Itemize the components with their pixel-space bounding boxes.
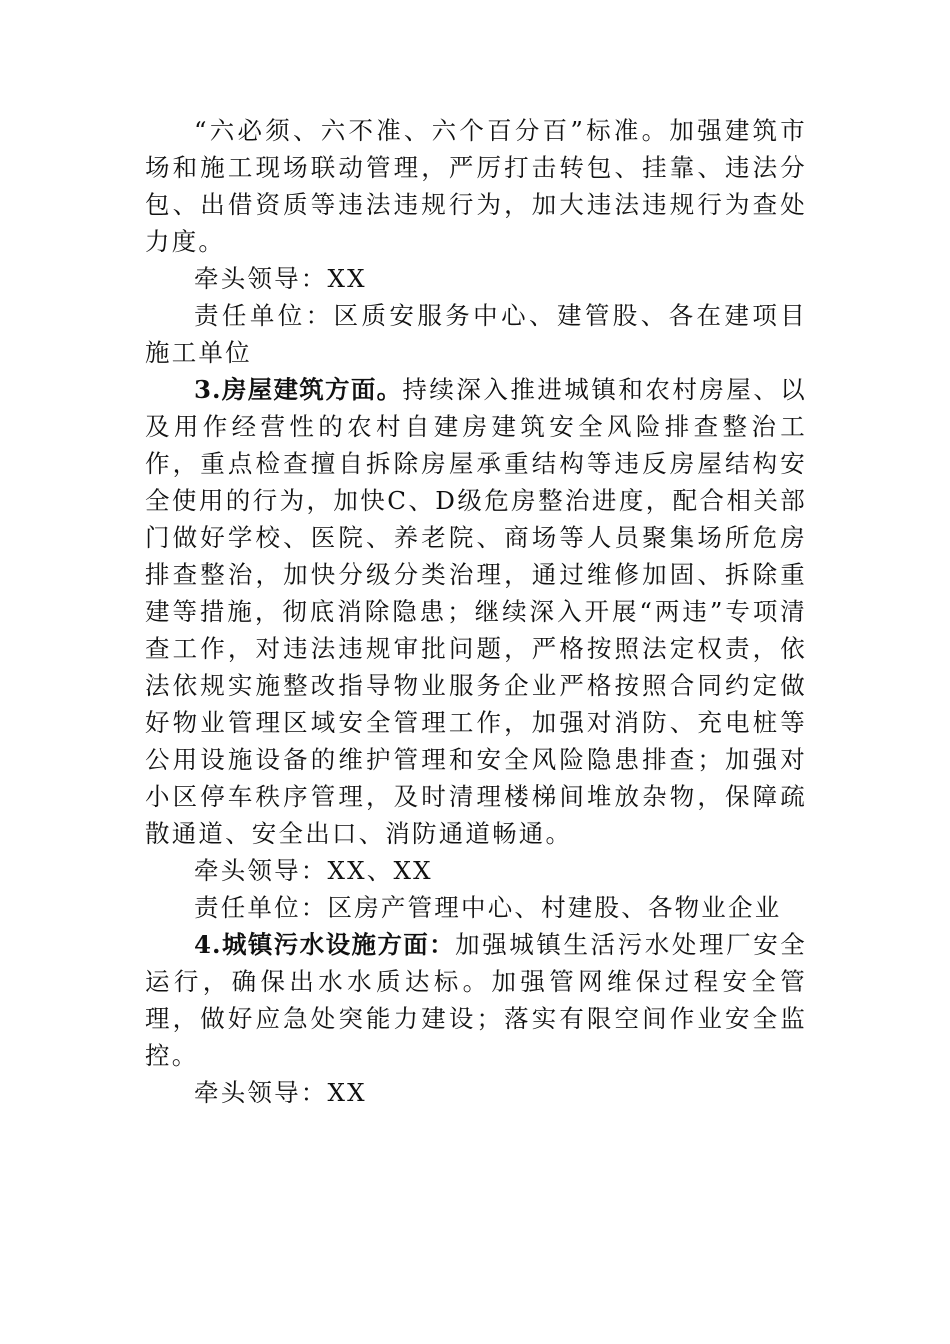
- section4-body: 加强城镇生活污水处理厂安全运行，确保出水水质达标。加强管网维保过程安全管理，做好应急处突能力建设；落实有限空间作业安全监控。: [145, 930, 807, 1070]
- section2-leader: 牵头领导：XX: [194, 264, 367, 293]
- section3-heading: 3.房屋建筑方面。: [194, 375, 403, 404]
- section4-leader: 牵头领导：XX: [194, 1078, 367, 1107]
- section3-unit: 责任单位：区房产管理中心、村建股、各物业企业: [194, 893, 782, 922]
- document-page: [145, 112, 807, 1111]
- section3-paragraph: [145, 371, 807, 852]
- section3-leader: 牵头领导：XX、XX: [194, 856, 433, 885]
- section4-heading: 4.城镇污水设施方面：: [194, 930, 456, 959]
- section4-paragraph: [145, 926, 807, 1074]
- section2-tail-paragraph: [145, 112, 807, 260]
- section2-tail-text: “六必须、六不准、六个百分百”标准。加强建筑市场和施工现场联动管理，严厉打击转包、挂靠、违法分包、出借资质等违法违规行为，加大违法违规行为查处力度。: [145, 116, 807, 256]
- section2-unit: 责任单位：区质安服务中心、建管股、各在建项目施工单位: [145, 301, 807, 367]
- section3-body: 持续深入推进城镇和农村房屋、以及用作经营性的农村自建房建筑安全风险排查整治工作，重点检查擅自拆除房屋承重结构等违反房屋结构安全使用的行为，加快C、D级危房整治进度，配合相关部门做好学校、医院、养老院、商场等人员聚集场所危房排查整治，加快分级分类治理，通过维修加固、拆除重建等措施，彻底消除隐患；继续深入开展“两违”专项清查工作，对违法违规审批问题，严格按照法定权责，依法依规实施整改指导物业服务企业严格按照合同约定做好物业管理区域安全管理工作，加强对消防、充电桩等公用设施设备的维护管理和安全风险隐患排查；加强对小区停车秩序管理，及时清理楼梯间堆放杂物，保障疏散通道、安全出口、消防通道畅通。: [145, 375, 808, 848]
